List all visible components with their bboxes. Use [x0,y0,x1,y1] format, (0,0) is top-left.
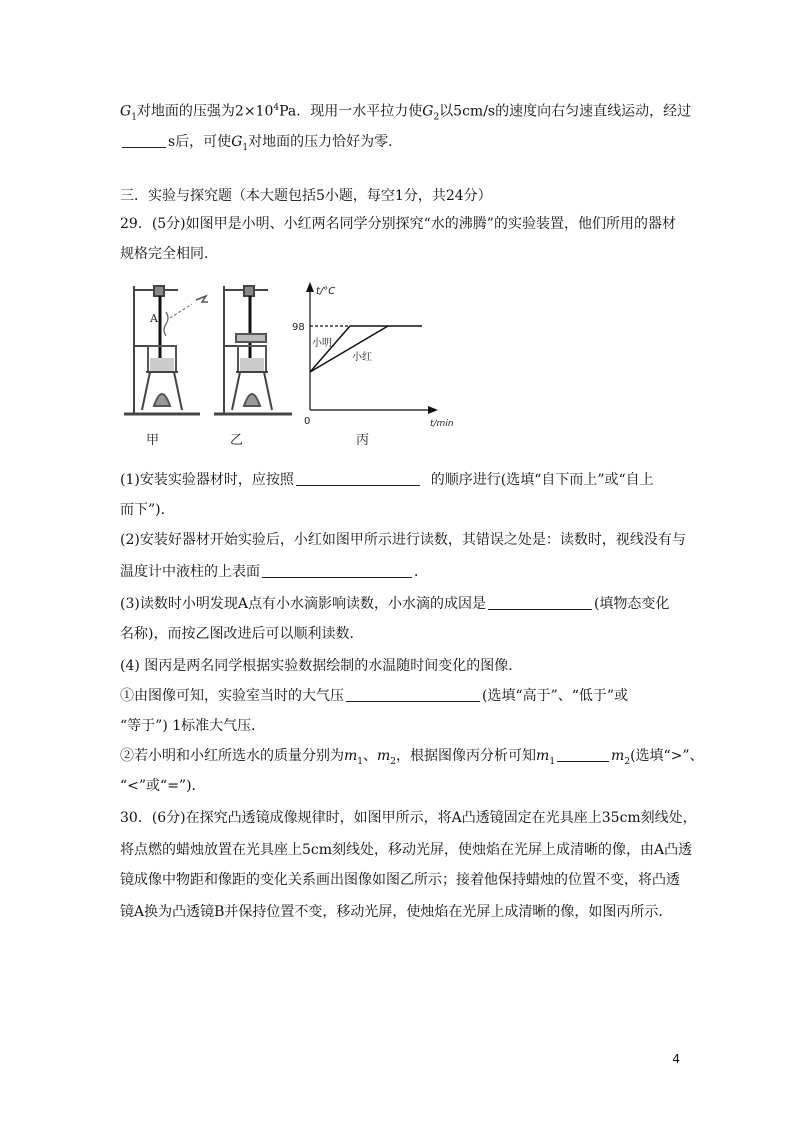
part-1-line-2: 而下”)． [120,502,175,518]
text-line-1 [120,98,691,127]
xiaohong-line [310,326,388,372]
text: 对地面的压强为2×10 [136,103,274,120]
part-4-line-1: (4) 图丙是两名同学根据实验数据绘制的水温随时间变化的图像． [120,658,523,674]
g1-subscript: 1 [242,142,249,153]
subscript: 1 [549,756,556,767]
text: (选填“>”、 [630,748,704,764]
part-4-line-2 [120,686,628,706]
answer-blank[interactable] [488,595,592,610]
text-line-2 [120,132,402,158]
text: (1)安装实验器材时，应按照 [120,472,294,488]
text: (3)读数时小明发现A点有小水滴影响读数，小水滴的成因是 [120,596,486,612]
part-4-line-4 [120,746,704,772]
part-4-line-5: “<”或“=”)． [120,778,206,794]
text: ，根据图像丙分析可知 [396,748,537,764]
xiaohong-label: 小红 [352,352,372,363]
text: 温度计中液柱的上表面 [120,564,260,580]
text: ①由图像可知，实验室当时的大气压 [120,688,344,704]
part-3-line-2: 名称)，而按乙图改进后可以顺利读数． [120,626,364,642]
subscript: 1 [357,756,364,767]
answer-blank[interactable] [346,687,480,702]
q30-line-4: 镜A换为凸透镜B并保持位置不变，移动光屏，使烛焰在光屏上成清晰的像，如图丙所示． [120,904,673,920]
g1-symbol: G [231,134,243,150]
subscript: 2 [624,756,631,767]
text: 的顺序进行(选填“自下而上”或“自上 [430,472,654,488]
text: (填物态变化 [593,596,670,612]
answer-blank[interactable] [262,563,412,578]
text: Pa．现用一水平拉力使 [279,103,423,120]
text: (选填“高于”、“低于”或 [482,688,629,704]
part-1-line-1 [120,470,654,490]
experiment-figure [120,278,460,450]
q29-line-1: 29．(5分)如图甲是小明、小红两名同学分别探究“水的沸腾”的实验装置，他们所用的器材 [120,216,676,232]
apparatus-jia [124,286,208,414]
label-a: A [150,312,158,325]
text: 对地面的压力恰好为零． [248,134,403,150]
m-symbol: m [536,748,550,764]
y-98-label: 98 [292,322,305,333]
answer-blank[interactable] [122,133,166,148]
caption-yi: 乙 [230,433,244,448]
y-axis-label: t/°C [316,286,336,297]
g2-symbol: G [422,103,434,120]
part-4-line-3: “等于”) 1标准大气压． [120,718,266,734]
g1-subscript: 1 [131,112,137,123]
subscript: 2 [390,756,397,767]
m-symbol: m [377,748,391,764]
text: 、 [363,748,378,764]
part-2-line-1: (2)安装好器材开始实验后，小红如图甲所示进行读数，其错误之处是：读数时，视线没有与 [120,532,686,548]
m-symbol: m [344,748,358,764]
part-3-line-1 [120,594,669,614]
q30-line-3: 镜成像中物距和像距的变化关系画出图像如图乙所示；接着他保持蜡烛的位置不变，将凸透 [120,872,680,888]
answer-blank[interactable] [557,747,609,762]
x-axis-label: t/min [430,419,454,429]
g2-subscript: 2 [433,112,440,123]
q30-line-1: 30．(6分)在探究凸透镜成像规律时，如图甲所示，将A凸透镜固定在光具座上35cm刻线处， [120,810,697,826]
caption-jia: 甲 [146,433,160,448]
origin-label: 0 [304,416,311,427]
part-2-line-2 [120,562,428,582]
exponent: 4 [273,103,280,113]
g1-symbol: G [120,103,132,120]
q29-line-2: 规格完全相同． [120,246,218,262]
xiaoming-label: 小明 [312,338,332,349]
text: ． [414,564,428,580]
apparatus-yi [214,286,292,414]
page-number: 4 [672,1052,680,1066]
caption-bing: 丙 [356,433,370,448]
xiaoming-line [310,326,350,372]
text: 以5cm/s的速度向右匀速直线运动，经过 [439,103,692,120]
m-symbol: m [611,748,625,764]
text: s后，可使 [168,134,232,150]
text: ②若小明和小红所选水的质量分别为 [120,748,344,764]
q30-line-2: 将点燃的蜡烛放置在光具座上5cm刻线处，移动光屏，使烛焰在光屏上成清晰的像，由A凸透 [120,842,693,858]
section-heading: 三．实验与探究题（本大题包括5小题，每空1分，共24分） [120,188,492,204]
answer-blank[interactable] [296,471,420,486]
